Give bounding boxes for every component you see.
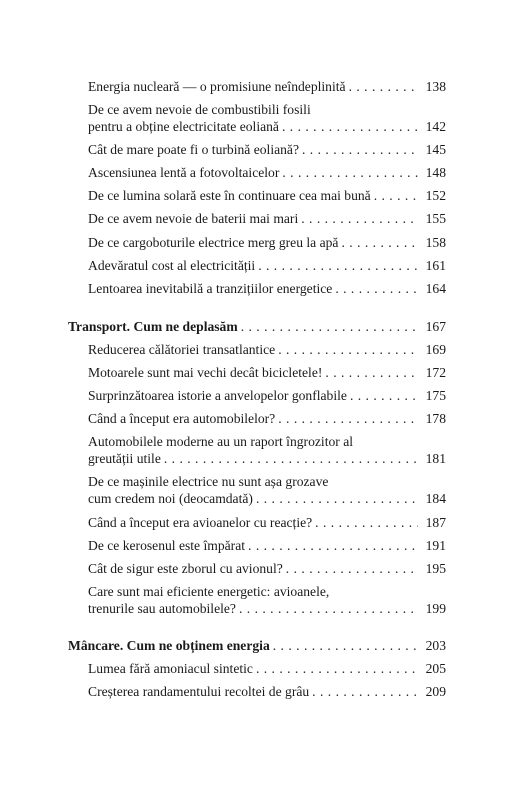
toc-entry-title: Surprinzătoarea istorie a anvelopelor gonflabile [88, 388, 347, 403]
toc-page-number: 164 [425, 281, 446, 296]
toc-page-number: 172 [425, 365, 446, 380]
leader-dots [241, 318, 418, 335]
toc-entry [88, 141, 446, 158]
leader-dots [301, 210, 418, 227]
toc-entry-title: Lumea fără amoniacul sintetic [88, 661, 253, 676]
toc-page-number: 155 [425, 211, 446, 226]
leader-dots [374, 187, 418, 204]
toc-page-number: 167 [425, 319, 446, 334]
toc-section-title: Mâncare. Cum ne obținem energia [68, 638, 270, 653]
leader-dots [312, 683, 418, 700]
leader-dots [248, 537, 418, 554]
toc-entry-title: De ce kerosenul este împărat [88, 538, 246, 553]
toc-section-title: Transport. Cum ne deplasăm [68, 319, 238, 334]
toc-entry [88, 387, 446, 404]
leader-dots [349, 78, 418, 95]
leader-dots [282, 164, 418, 181]
leader-dots [278, 410, 418, 427]
toc-page-number: 209 [425, 684, 446, 699]
toc-page-number: 195 [425, 561, 446, 576]
toc-entry-title: Energia nucleară — o promisiune neîndeplinită [88, 79, 346, 94]
toc-entry [88, 433, 446, 467]
toc-entry-title: Adevăratul cost al electricității [88, 258, 256, 273]
toc-entry [88, 660, 446, 677]
toc-entry-title: Ascensiunea lentă a fotovoltaicelor [88, 165, 280, 180]
toc-entry-title: Cât de mare poate fi o turbină eoliană? [88, 142, 299, 157]
toc-entry-title: Când a început era automobilelor? [88, 411, 276, 426]
toc-entry [88, 473, 446, 507]
leader-dots [164, 450, 418, 467]
toc-entry-title: Creșterea randamentului recoltei de grâu [88, 684, 310, 699]
leader-dots [256, 660, 418, 677]
leader-dots [278, 341, 418, 358]
toc-entry [88, 78, 446, 95]
leader-dots [315, 514, 418, 531]
toc-section-heading [68, 318, 446, 335]
toc-entry-title: Automobilele moderne au un raport îngrozitor al [88, 434, 353, 449]
toc-page-number: 184 [425, 491, 446, 506]
toc-page-number: 181 [425, 451, 446, 466]
toc-entry [88, 187, 446, 204]
toc-entry [88, 234, 446, 251]
toc-entry [88, 257, 446, 274]
toc-entry [88, 410, 446, 427]
toc-entry-title: De ce cargoboturile electrice merg greu la apă [88, 235, 339, 250]
toc-page-number: 205 [425, 661, 446, 676]
leader-dots [350, 387, 418, 404]
toc-page-number: 191 [425, 538, 446, 553]
leader-dots [258, 257, 418, 274]
toc-entry [88, 164, 446, 181]
toc-entry-title: Reducerea călătoriei transatlantice [88, 342, 276, 357]
leader-dots [256, 490, 418, 507]
toc-entry [88, 280, 446, 297]
toc-entry-title: Motoarele sunt mai vechi decât bicicletele! [88, 365, 323, 380]
toc-page-number: 187 [425, 515, 446, 530]
toc-entry [88, 560, 446, 577]
leader-dots [282, 118, 418, 135]
toc-entry-title: De ce avem nevoie de baterii mai mari [88, 211, 299, 226]
toc-page-number: 158 [425, 235, 446, 250]
toc-entry-title: Când a început era avioanelor cu reacție? [88, 515, 313, 530]
toc-entry [88, 683, 446, 700]
leader-dots [341, 234, 418, 251]
toc-entry [88, 537, 446, 554]
toc-page-number: 138 [425, 79, 446, 94]
toc-entry [88, 341, 446, 358]
toc-entry [88, 210, 446, 227]
toc-page-number: 148 [425, 165, 446, 180]
toc-page-number: 175 [425, 388, 446, 403]
toc-page-number: 161 [425, 258, 446, 273]
toc-entry [88, 583, 446, 617]
toc-page-number: 142 [425, 119, 446, 134]
toc-entry-title: Lentoarea inevitabilă a tranzițiilor energetice [88, 281, 333, 296]
toc-entry-title: Cât de sigur este zborul cu avionul? [88, 561, 283, 576]
toc-page-number: 199 [425, 601, 446, 616]
leader-dots [325, 364, 418, 381]
toc-entry-title-continued: pentru a obține electricitate eoliană [88, 119, 279, 134]
toc-entry [88, 364, 446, 381]
toc-entry-title: De ce mașinile electrice nu sunt așa grozave [88, 474, 329, 489]
toc-entry [88, 101, 446, 135]
toc-page-number: 145 [425, 142, 446, 157]
leader-dots [286, 560, 418, 577]
toc-page-number: 203 [425, 638, 446, 653]
leader-dots [302, 141, 418, 158]
toc-entry-title: De ce avem nevoie de combustibili fosili [88, 102, 311, 117]
toc-entry-title-continued: greutății utile [88, 451, 161, 466]
toc-entry-title: Care sunt mai eficiente energetic: avioanele, [88, 584, 330, 599]
toc-page-number: 178 [425, 411, 446, 426]
toc-section-heading [68, 637, 446, 654]
leader-dots [239, 600, 418, 617]
toc-page-number: 152 [425, 188, 446, 203]
toc-entry [88, 514, 446, 531]
toc-entry-title-continued: trenurile sau automobilele? [88, 601, 236, 616]
leader-dots [335, 280, 418, 297]
leader-dots [273, 637, 418, 654]
toc-entry-title-continued: cum credem noi (deocamdată) [88, 491, 253, 506]
toc-page-number: 169 [425, 342, 446, 357]
toc-entry-title: De ce lumina solară este în continuare cea mai bună [88, 188, 371, 203]
